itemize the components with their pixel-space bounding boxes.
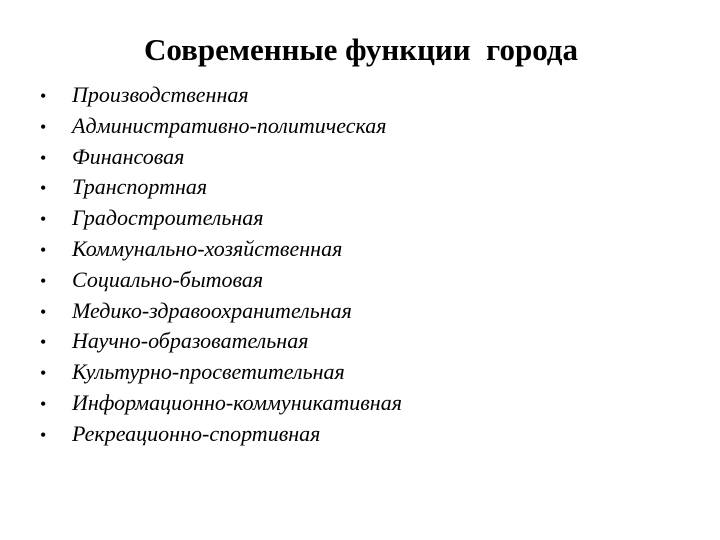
list-item-label: Производственная [72,82,249,107]
list-item [40,142,402,173]
list-item-label: Социально-бытовая [72,266,264,292]
list-item-label: Коммунально-хозяйственная [72,235,343,261]
list-item [40,388,402,419]
bullet-icon: • [40,239,47,260]
bullet-icon: • [40,147,47,168]
list-item [40,265,402,296]
list-item [40,234,402,265]
bullet-icon: • [40,363,47,384]
list-item [40,357,402,388]
list-item [40,111,402,142]
bullet-icon: • [40,270,47,291]
bullet-icon: • [40,209,47,230]
list-item-label: Рекреационно-спортивная [72,420,321,446]
list-item-label: Информационно-коммуникативная [72,389,402,415]
bullet-icon: • [40,116,47,137]
list-item-label: Транспортная [72,174,208,200]
list-item-label: Финансовая [72,143,185,169]
bullet-icon: • [40,301,47,322]
list-item-label: Градостроительная [72,205,264,231]
function-list [40,80,402,450]
list-item [40,296,402,327]
list-item [40,172,402,203]
bullet-icon: • [40,424,47,445]
list-item-label: Административно-политическая [72,112,387,138]
list-item [40,80,402,111]
list-item [40,419,402,450]
bullet-icon: • [40,393,47,414]
list-item [40,203,402,234]
bullet-icon: • [40,332,47,353]
list-item-label: Культурно-просветительная [72,359,345,385]
bullet-icon: • [40,178,47,199]
bullet-icon: • [40,86,47,106]
slide-title: Современные функции города [144,32,578,67]
list-item-label: Научно-образовательная [72,328,309,354]
list-item-label: Медико-здравоохранительная [72,297,352,323]
list-item [40,326,402,357]
